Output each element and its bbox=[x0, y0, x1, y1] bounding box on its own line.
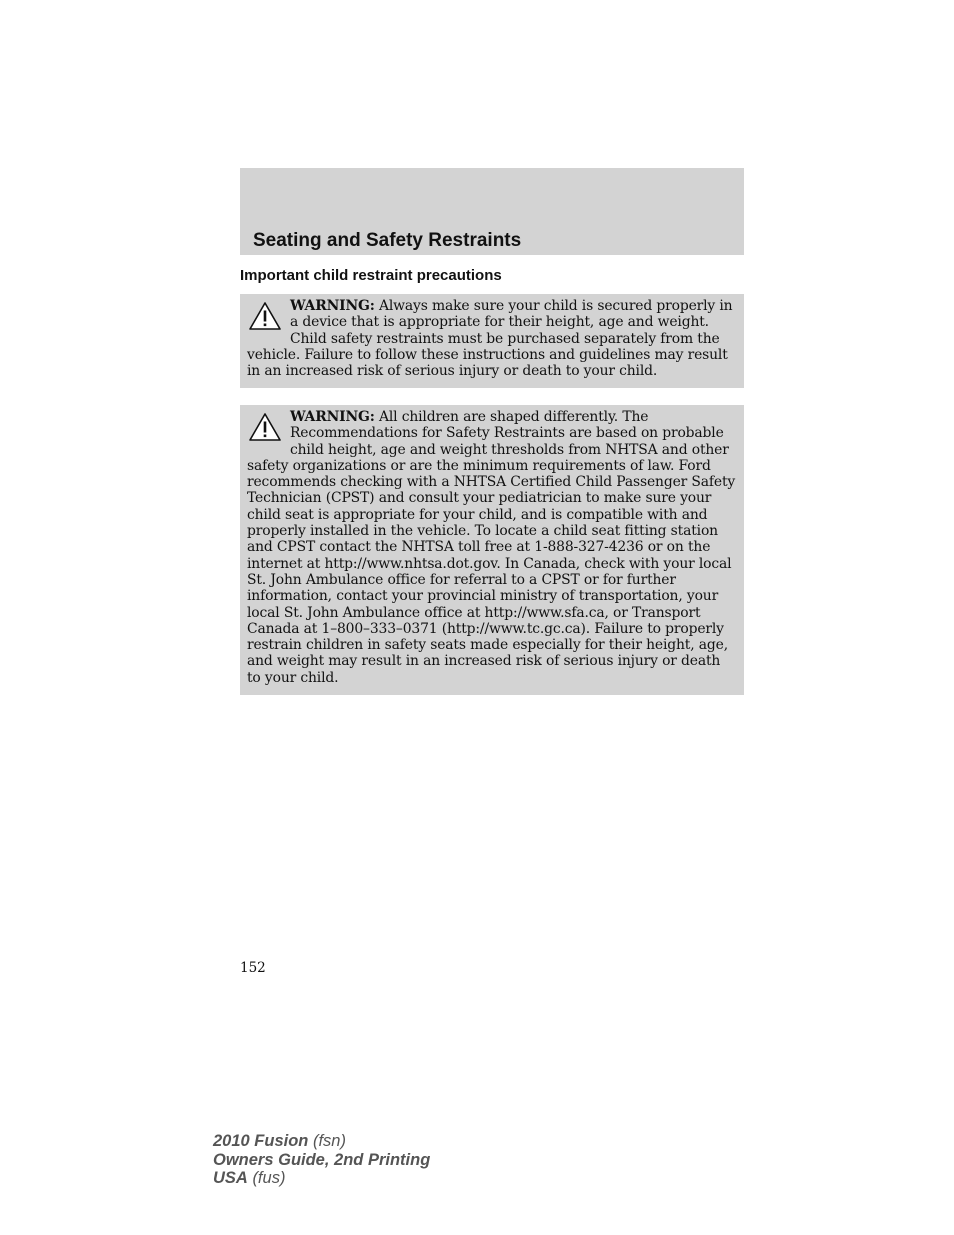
warning-body: Always make sure your child is secured properly in a device that is appropriate for their height, age and weight. Child safety restraints must be purchased separately from the vehicle. Failure to follow these instructions and guidelines may result in an increased risk of serious injury or death to your child. bbox=[247, 298, 733, 380]
footer-market: USA bbox=[213, 1169, 248, 1187]
subheading: Important child restraint precautions bbox=[240, 267, 502, 284]
warning-label: WARNING: bbox=[290, 298, 375, 314]
warning-label: WARNING: bbox=[290, 409, 375, 425]
warning-body: All children are shaped differently. The Recommendations for Safety Restraints are based on probable child height, age and weight thresholds from NHTSA and other safety organizations or are the minimum requirements of law. Ford recommends checking with a NHTSA Certified Child Passenger Safety Technician (CPST) and consult your pediatrician to make sure your child seat is appropriate for your child, and is compatible with and properly installed in the vehicle. To locate a child seat fitting station and CPST contact the NHTSA toll free at 1-888-327-4236 or on the internet at http://www.nhtsa.dot.gov. In Canada, check with your local St. John Ambulance office for referral to a CPST or for further information, contact your provincial ministry of transportation, your local St. John Ambulance office at http://www.sfa.ca, or Transport Canada at 1–800–333–0371 (http://www.tc.gc.ca). Failure to properly restrain children in safety seats made especially for their height, age, and weight may result in an increased risk of serious injury or death to your child. bbox=[247, 409, 736, 686]
footer bbox=[213, 1132, 430, 1188]
footer-line-3 bbox=[213, 1169, 430, 1188]
page-number: 152 bbox=[240, 960, 266, 976]
warning-box-1 bbox=[240, 294, 744, 388]
footer-line-2: Owners Guide, 2nd Printing bbox=[213, 1150, 431, 1169]
footer-model: 2010 Fusion bbox=[213, 1132, 309, 1150]
warning-text-1 bbox=[247, 298, 738, 379]
section-title: Seating and Safety Restraints bbox=[253, 230, 522, 251]
warning-box-2 bbox=[240, 405, 744, 695]
section-header bbox=[240, 168, 744, 255]
footer-model-code: (fsn) bbox=[312, 1132, 346, 1150]
footer-line-1 bbox=[213, 1132, 430, 1151]
warning-text-2 bbox=[247, 409, 738, 686]
warning-triangle-icon bbox=[248, 301, 282, 331]
footer-market-code: (fus) bbox=[252, 1169, 286, 1187]
warning-triangle-icon bbox=[248, 412, 282, 442]
